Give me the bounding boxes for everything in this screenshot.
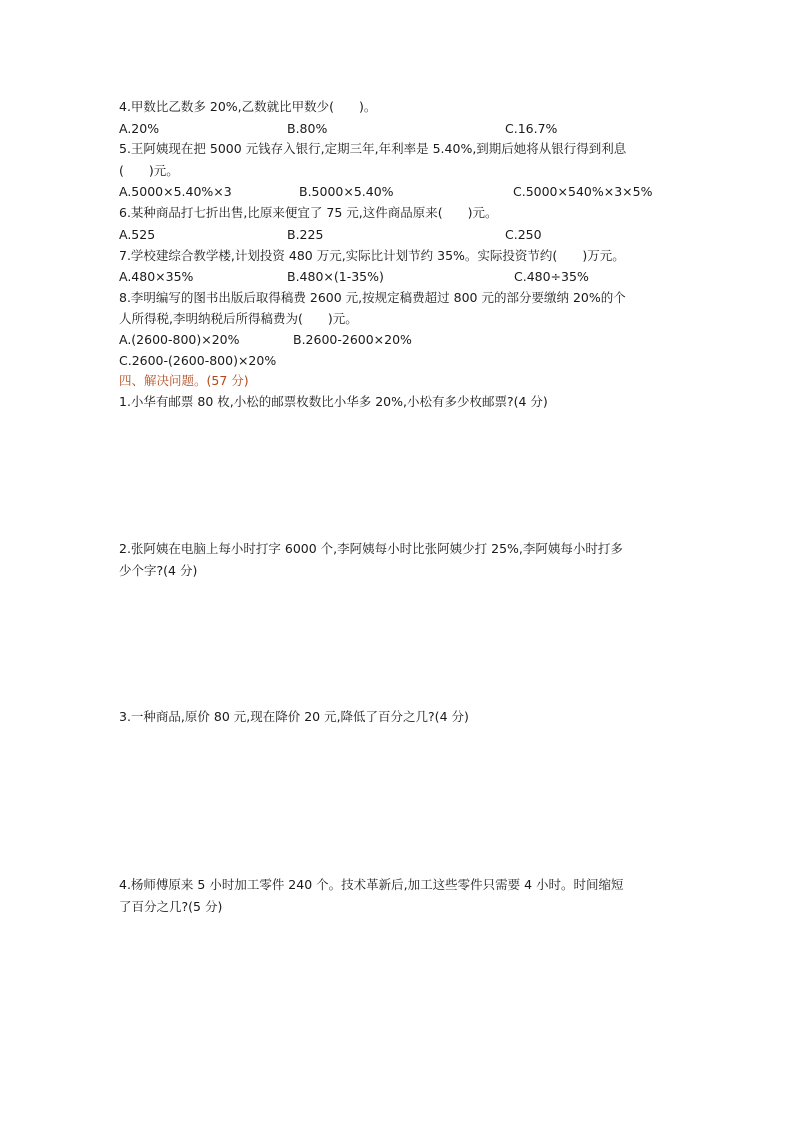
option-c: C.250 [505,227,542,242]
question-7-options [119,268,679,286]
question-8-stem-line-2: 人所得税,李明纳税后所得稿费为( )元。 [119,311,358,326]
option-b: B.5000×5.40% [299,184,394,199]
option-a: A.525 [119,227,156,242]
problem-2-text-line-2: 少个字?(4 分) [119,563,198,578]
option-b: B.80% [287,121,328,136]
option-c: C.5000×540%×3×5% [513,184,653,199]
problem-2-text-line-1: 2.张阿姨在电脑上每小时打字 6000 个,李阿姨每小时比张阿姨少打 25%,李阿姨每小时打多 [119,541,623,556]
option-b: B.2600-2600×20% [293,332,412,347]
section-heading: 四、解决问题。(57 分) [119,373,249,388]
question-5-stem-line-2: ( )元。 [119,163,179,178]
question-8-option-c: C.2600-(2600-800)×20% [119,353,277,368]
problem-3-text: 3.一种商品,原价 80 元,现在降价 20 元,降低了百分之几?(4 分) [119,709,469,724]
question-8-stem-line-1: 8.李明编写的图书出版后取得稿费 2600 元,按规定稿费超过 800 元的部分要缴纳 20%的个 [119,290,626,305]
problem-4-text-line-2: 了百分之几?(5 分) [119,899,223,914]
option-a: A.5000×5.40%×3 [119,184,232,199]
option-c: C.480÷35% [514,269,589,284]
option-b: B.225 [287,227,324,242]
question-5-options [119,183,679,201]
question-4-options [119,120,679,138]
question-6-stem: 6.某种商品打七折出售,比原来便宜了 75 元,这件商品原来( )元。 [119,205,498,220]
option-a: A.20% [119,121,160,136]
option-b: B.480×(1-35%) [287,269,384,284]
question-5-stem-line-1: 5.王阿姨现在把 5000 元钱存入银行,定期三年,年利率是 5.40%,到期后她将从银行得到利息 [119,141,627,156]
option-c: C.16.7% [505,121,558,136]
option-a: A.(2600-800)×20% [119,332,240,347]
question-8-options [119,331,679,349]
question-7-stem: 7.学校建综合教学楼,计划投资 480 万元,实际比计划节约 35%。实际投资节约( )万元。 [119,248,625,263]
question-6-options [119,226,679,244]
option-a: A.480×35% [119,269,194,284]
problem-4-text-line-1: 4.杨师傅原来 5 小时加工零件 240 个。技术革新后,加工这些零件只需要 4 小时。时间缩短 [119,877,624,892]
problem-1-text: 1.小华有邮票 80 枚,小松的邮票枚数比小华多 20%,小松有多少枚邮票?(4 分) [119,394,548,409]
question-4-stem: 4.甲数比乙数多 20%,乙数就比甲数少( )。 [119,99,377,114]
